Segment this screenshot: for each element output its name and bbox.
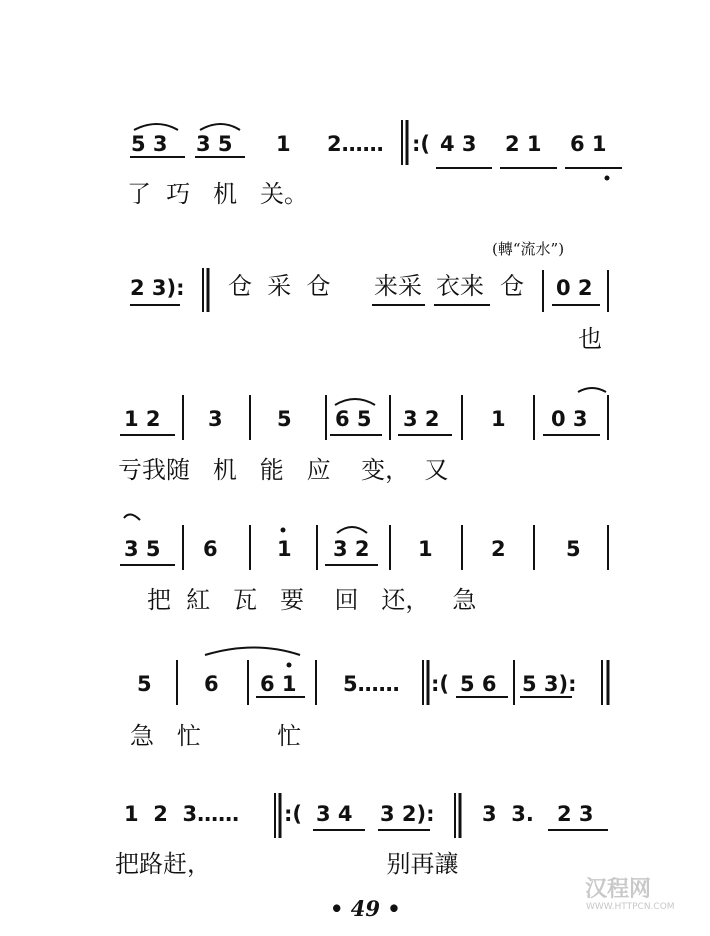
note-group: 5 bbox=[137, 672, 152, 696]
repeat-start: :( bbox=[431, 672, 449, 696]
note-group: 6 1 bbox=[570, 132, 607, 156]
note-group: 3 4 bbox=[316, 802, 353, 826]
note-group: 6 1 bbox=[260, 672, 297, 696]
note-group: 6 bbox=[204, 672, 219, 696]
repeat-start: :( bbox=[284, 802, 302, 826]
note-group: 3 5 bbox=[124, 537, 161, 561]
note-group: 2 bbox=[491, 537, 506, 561]
note-group: 3 3. bbox=[482, 802, 534, 826]
watermark-url: WWW.HTTPCN.COM bbox=[586, 902, 675, 912]
note-group: 2 3): bbox=[130, 276, 185, 300]
note-group: 1 bbox=[276, 132, 291, 156]
note-group: 5 bbox=[566, 537, 581, 561]
note-group: 5 6 bbox=[460, 672, 497, 696]
percussion-syllables: 衣来 bbox=[436, 272, 484, 300]
note-group: 0 2 bbox=[556, 276, 593, 300]
note-group: 5 3): bbox=[522, 672, 577, 696]
lyric-line: 把 紅 瓦 要 回 还， 急 bbox=[147, 586, 477, 614]
note-group: 1 bbox=[491, 407, 506, 431]
percussion-syllables: 仓 bbox=[500, 272, 524, 300]
note-group: 5…… bbox=[343, 672, 400, 696]
lyric-line: 也 bbox=[578, 325, 602, 353]
watermark-logo: 汉程网 bbox=[585, 877, 652, 902]
note-group: 3 2): bbox=[380, 802, 435, 826]
lyric-line: 亏我随 机 能 应 变， 又 bbox=[118, 456, 449, 484]
note-group: 5 bbox=[277, 407, 292, 431]
repeat-start: :( bbox=[412, 132, 430, 156]
page-number: • 49 • bbox=[330, 896, 401, 921]
note-group: 6 bbox=[203, 537, 218, 561]
note-group: 2…… bbox=[327, 132, 384, 156]
note-group: 0 3 bbox=[551, 407, 588, 431]
tempo-cue: (轉“流水”) bbox=[492, 240, 565, 258]
note-group: 4 3 bbox=[440, 132, 477, 156]
note-group: 1 2 3…… bbox=[124, 802, 240, 826]
lyric-line: 急 忙 忙 bbox=[130, 722, 302, 750]
note-group: 3 2 bbox=[333, 537, 370, 561]
note-group: 2 1 bbox=[505, 132, 542, 156]
note-group: 5 3 bbox=[131, 132, 168, 156]
note-group: 1 2 bbox=[124, 407, 161, 431]
note-group: 2 3 bbox=[557, 802, 594, 826]
note-group: 3 5 bbox=[196, 132, 233, 156]
note-group: 6 5 bbox=[335, 407, 372, 431]
note-group: 1 bbox=[418, 537, 433, 561]
note-group: 3 2 bbox=[403, 407, 440, 431]
lyric-line: 把路赶， 别再讓 bbox=[115, 850, 459, 878]
lyric-line: 了 巧 机 关。 bbox=[127, 180, 309, 208]
note-group: 1 bbox=[277, 537, 292, 561]
percussion-syllables: 来采 bbox=[374, 272, 422, 300]
percussion-syllables: 仓 采 仓 bbox=[228, 272, 331, 300]
note-group: 3 bbox=[208, 407, 223, 431]
